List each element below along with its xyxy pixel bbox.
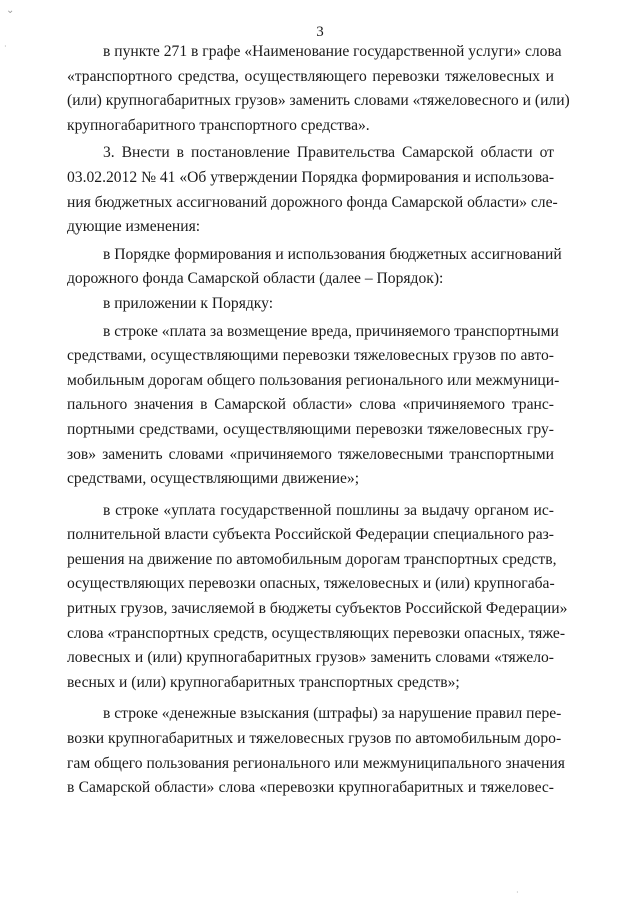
text-line: ритных грузов, зачисляемой в бюджеты субъектов Российской Федерации» bbox=[67, 600, 568, 618]
text-line: крупногабаритного транспортного средства». bbox=[67, 116, 370, 134]
text-line: возки крупногабаритных и тяжеловесных грузов по автомобильным доро- bbox=[67, 730, 562, 748]
text-line: портными средствами, осуществляющими перевозки тяжеловесных гру- bbox=[67, 420, 554, 438]
text-line: в пункте 271 в графе «Наименование государственной услуги» слова bbox=[103, 43, 562, 60]
text-line: в приложении к Порядку: bbox=[103, 294, 274, 312]
text-line: полнительной власти субъекта Российской Федерации специального раз- bbox=[67, 526, 554, 544]
text-line: в Самарской области» слова «перевозки крупногабаритных и тяжеловес- bbox=[67, 779, 554, 797]
text-line: решения на движение по автомобильным дорогам транспортных средств, bbox=[67, 550, 557, 568]
text-line: зов» заменить словами «причиняемого тяжеловесными транспортными bbox=[67, 445, 554, 463]
text-line: в строке «плата за возмещение вреда, причиняемого транспортными bbox=[103, 322, 559, 340]
text-line: в строке «уплата государственной пошлины за выдачу органом ис- bbox=[103, 501, 554, 519]
text-line: дующие изменения: bbox=[67, 218, 201, 236]
text-line: дорожного фонда Самарской области (далее – Порядок): bbox=[67, 270, 444, 288]
text-line: «транспортного средства, осуществляющего перевозки тяжеловесных и bbox=[67, 67, 554, 85]
scan-margin-mark: · bbox=[4, 42, 7, 51]
document-body bbox=[67, 40, 570, 801]
text-line: пального значения в Самарской области» слова «причиняемого транс- bbox=[67, 396, 554, 414]
text-line: весных и (или) крупногабаритных транспортных средств»; bbox=[67, 673, 460, 691]
text-line: 03.02.2012 № 41 «Об утверждении Порядка формирования и использова- bbox=[67, 168, 555, 186]
text-line: средствами, осуществляющими перевозки тяжеловесных грузов по авто- bbox=[67, 347, 554, 365]
text-line: средствами, осуществляющими движение»; bbox=[67, 470, 360, 488]
text-line: ния бюджетных ассигнований дорожного фонда Самарской области» сле- bbox=[67, 193, 558, 211]
text-line: мобильным дорогам общего пользования регионального или межмуници- bbox=[67, 371, 560, 389]
scan-bottom-mark: · bbox=[516, 888, 519, 897]
text-line: (или) крупногабаритных грузов» заменить словами «тяжеловесного и (или) bbox=[67, 92, 570, 110]
text-line: слова «транспортных средств, осуществляющих перевозки опасных, тяже- bbox=[67, 624, 566, 642]
page-number: 3 bbox=[316, 24, 324, 40]
text-line: в Порядке формирования и использования бюджетных ассигнований bbox=[103, 245, 562, 263]
text-line: 3. Внести в постановление Правительства Самарской области от bbox=[103, 144, 554, 162]
scan-corner-mark: ⌄ bbox=[6, 5, 15, 16]
text-line: осуществляющих перевозки опасных, тяжеловесных и (или) крупногаба- bbox=[67, 575, 555, 593]
text-line: ловесных и (или) крупногабаритных грузов» заменить словами «тяжело- bbox=[67, 649, 554, 667]
text-line: гам общего пользования регионального или межмуниципального значения bbox=[67, 754, 565, 772]
text-line: в строке «денежные взыскания (штрафы) за нарушение правил пере- bbox=[103, 705, 562, 723]
